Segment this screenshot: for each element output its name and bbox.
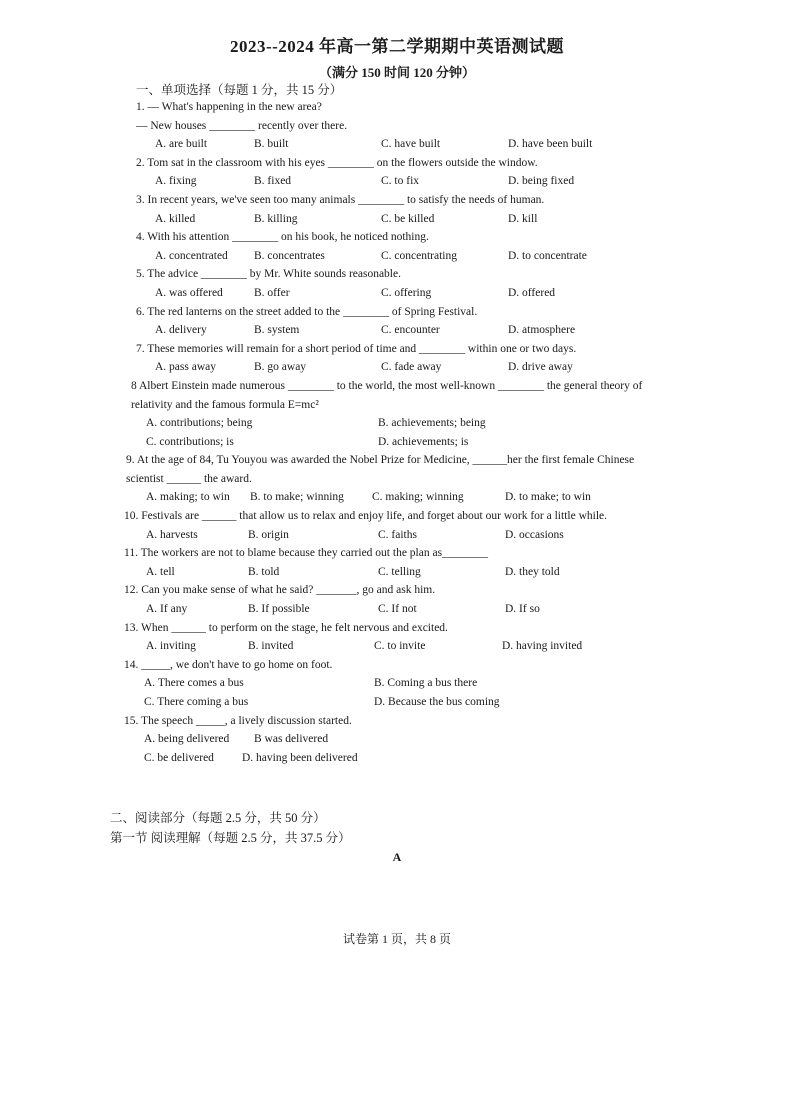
- option-b[interactable]: B. invited: [248, 640, 294, 653]
- question-stem: 6. The red lanterns on the street added to the ________ of Spring Festival.: [136, 305, 478, 318]
- exam-title: 2023--2024 年高一第二学期期中英语测试题: [229, 37, 565, 56]
- option-b[interactable]: B. offer: [254, 286, 290, 299]
- option-d[interactable]: D. Because the bus coming: [374, 696, 500, 708]
- option-d[interactable]: D. offered: [508, 286, 556, 299]
- section-1-heading: 一、单项选择（每题 1 分，共 15 分）: [136, 83, 343, 97]
- options-row: [0, 321, 794, 340]
- option-a[interactable]: A. are built: [155, 138, 208, 151]
- option-c[interactable]: C. There coming a bus: [144, 696, 249, 708]
- question-stem: 12. Can you make sense of what he said? _______, go and ask him.: [124, 584, 436, 597]
- question-stem: 15. The speech _____, a lively discussion started.: [124, 714, 352, 727]
- option-b[interactable]: B. system: [254, 324, 300, 337]
- question-6: [0, 303, 794, 322]
- option-a[interactable]: A. killed: [155, 212, 196, 225]
- options-row: [0, 730, 794, 749]
- option-a[interactable]: A. concentrated: [155, 249, 228, 262]
- option-b[interactable]: B. built: [254, 138, 289, 151]
- question-stem: 3. In recent years, we've seen too many animals ________ to satisfy the needs of human.: [136, 193, 545, 206]
- question-5: [0, 265, 794, 284]
- option-c[interactable]: C. be delivered: [144, 751, 214, 764]
- options-row: [0, 172, 794, 191]
- option-c[interactable]: C. offering: [381, 286, 432, 299]
- option-c[interactable]: C. contributions; is: [146, 435, 234, 448]
- question-8: [0, 377, 794, 396]
- option-d[interactable]: D. occasions: [505, 528, 564, 541]
- option-b[interactable]: B. origin: [248, 528, 289, 541]
- question-stem-line2: — New houses ________ recently over there.: [136, 119, 348, 132]
- question-2: [0, 154, 794, 173]
- question-stem: 1. — What's happening in the new area?: [136, 101, 322, 113]
- question-stem: 14. _____, we don't have to go home on foot.: [124, 658, 333, 671]
- option-c[interactable]: C. encounter: [381, 324, 440, 337]
- question-3: [0, 191, 794, 210]
- option-d[interactable]: D. being fixed: [508, 175, 575, 188]
- question-9: [0, 451, 794, 470]
- option-b[interactable]: B. go away: [254, 361, 307, 374]
- question-11: [0, 544, 794, 563]
- section-2-subheading: 第一节 阅读理解（每题 2.5 分，共 37.5 分）: [110, 831, 351, 845]
- option-d[interactable]: D. having been delivered: [242, 751, 358, 764]
- option-b[interactable]: B was delivered: [254, 733, 329, 746]
- option-c[interactable]: C. to fix: [381, 175, 420, 188]
- option-a[interactable]: A. There comes a bus: [144, 677, 244, 690]
- question-stem: 13. When ______ to perform on the stage, he felt nervous and excited.: [124, 621, 448, 634]
- option-d[interactable]: D. to make; to win: [505, 491, 591, 504]
- option-c[interactable]: C. be killed: [381, 212, 435, 225]
- question-14: [0, 656, 794, 675]
- option-a[interactable]: A. If any: [146, 603, 188, 616]
- question-stem: 5. The advice ________ by Mr. White sounds reasonable.: [136, 268, 401, 281]
- option-a[interactable]: A. being delivered: [144, 733, 230, 746]
- question-12: [0, 581, 794, 600]
- option-c[interactable]: C. concentrating: [381, 249, 458, 262]
- option-a[interactable]: A. pass away: [155, 361, 216, 374]
- option-b[interactable]: B. concentrates: [254, 249, 325, 262]
- question-stem: 8 Albert Einstein made numerous ________ to the world, the most well-known ________ the general theory of: [131, 379, 643, 392]
- question-10: [0, 507, 794, 526]
- section-2-heading: 二、阅读部分（每题 2.5 分，共 50 分）: [110, 811, 326, 825]
- option-c[interactable]: C. making; winning: [372, 491, 464, 504]
- option-a[interactable]: A. was offered: [155, 286, 223, 299]
- option-b[interactable]: B. fixed: [254, 175, 292, 188]
- options-row: [0, 135, 794, 154]
- question-stem: 11. The workers are not to blame because they carried out the plan as________: [124, 547, 489, 560]
- option-c[interactable]: C. telling: [378, 565, 421, 578]
- options-row: [0, 284, 794, 303]
- question-15: [0, 712, 794, 731]
- option-b[interactable]: B. to make; winning: [250, 491, 344, 504]
- options-row: [0, 674, 794, 693]
- question-13: [0, 619, 794, 638]
- option-b[interactable]: B. If possible: [248, 603, 310, 616]
- option-d[interactable]: D. achievements; is: [378, 435, 469, 448]
- options-row: [0, 526, 794, 545]
- option-a[interactable]: A. tell: [146, 565, 175, 578]
- question-stem: 10. Festivals are ______ that allow us to relax and enjoy life, and forget about our work for a little while.: [124, 510, 607, 523]
- options-row: [0, 563, 794, 582]
- option-b[interactable]: B. achievements; being: [378, 417, 486, 430]
- option-d[interactable]: D. to concentrate: [508, 249, 587, 262]
- options-row: [0, 433, 794, 452]
- question-stem: 4. With his attention ________ on his book, he noticed nothing.: [136, 231, 429, 244]
- question-stem: 2. Tom sat in the classroom with his eyes ________ on the flowers outside the window.: [136, 156, 538, 169]
- option-a[interactable]: A. making; to win: [146, 491, 230, 504]
- options-row: [0, 488, 794, 507]
- option-c[interactable]: C. to invite: [374, 640, 426, 653]
- question-7: [0, 340, 794, 359]
- options-row: [0, 600, 794, 619]
- option-d[interactable]: D. they told: [505, 565, 560, 578]
- options-row: [0, 210, 794, 229]
- option-a[interactable]: A. fixing: [155, 175, 197, 188]
- passage-label: A: [392, 850, 402, 864]
- question-stem: 9. At the age of 84, Tu Youyou was awarded the Nobel Prize for Medicine, ______her the first female Chinese: [126, 454, 635, 467]
- option-c[interactable]: C. have built: [381, 138, 441, 151]
- question-stem-line2: scientist ______ the award.: [126, 472, 252, 485]
- option-b[interactable]: B. killing: [254, 212, 298, 225]
- option-c[interactable]: C. If not: [378, 603, 417, 616]
- option-a[interactable]: A. contributions; being: [146, 417, 253, 430]
- option-d[interactable]: D. atmosphere: [508, 324, 576, 337]
- exam-subtitle: （满分 150 时间 120 分钟）: [318, 65, 475, 80]
- page-footer: 试卷第 1 页，共 8 页: [342, 932, 451, 946]
- question-4: [0, 228, 794, 247]
- option-d[interactable]: D. drive away: [508, 361, 573, 374]
- option-d[interactable]: D. If so: [505, 603, 540, 616]
- option-d[interactable]: D. having invited: [502, 640, 583, 653]
- question-stem: 7. These memories will remain for a short period of time and ________ within one or two days.: [136, 342, 577, 355]
- option-a[interactable]: A. delivery: [155, 324, 207, 337]
- option-c[interactable]: C. faiths: [378, 528, 417, 541]
- options-row: [0, 247, 794, 266]
- options-row: [0, 637, 794, 656]
- options-row: [0, 693, 794, 712]
- option-c[interactable]: C. fade away: [381, 361, 442, 374]
- option-a[interactable]: A. harvests: [146, 528, 198, 541]
- questions-list: [0, 98, 794, 767]
- option-d[interactable]: D. kill: [508, 212, 538, 225]
- option-b[interactable]: B. Coming a bus there: [374, 677, 478, 690]
- option-a[interactable]: A. inviting: [146, 640, 196, 653]
- options-row: [0, 749, 794, 768]
- options-row: [0, 358, 794, 377]
- option-b[interactable]: B. told: [248, 565, 280, 578]
- question-stem-line2: relativity and the famous formula E=mc²: [131, 398, 319, 411]
- option-d[interactable]: D. have been built: [508, 138, 593, 151]
- options-row: [0, 414, 794, 433]
- question-1: [0, 98, 794, 117]
